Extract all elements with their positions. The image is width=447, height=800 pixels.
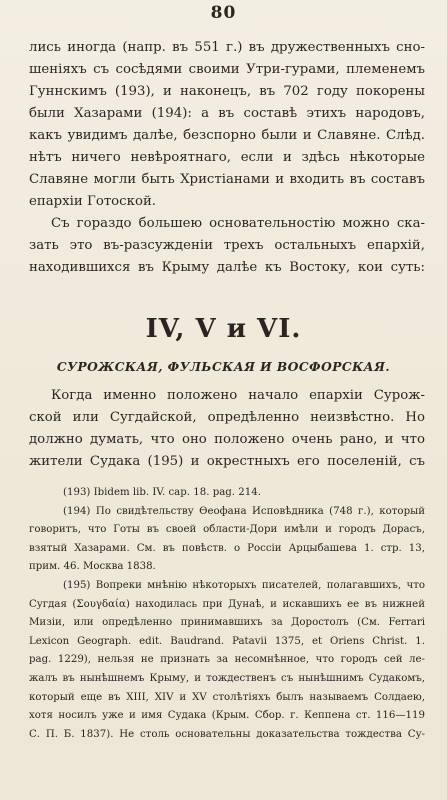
footnotes xyxy=(29,484,425,744)
footnote-line: pag. 1229), нельзя не признать за несомнѣнное, что городъ сей ле- xyxy=(29,654,425,666)
footnote-line: (195) Вопреки мнѣнію нѣкоторыхъ писателей, полагавшихъ, что xyxy=(63,579,425,591)
footnote-line: прим. 46. Москва 1838. xyxy=(29,561,156,573)
section-subtitle: СУРОЖСКАЯ, ФУЛЬСКАЯ И ВОСФОРСКАЯ. xyxy=(56,360,391,374)
text-line: Славяне могли быть Христіанами и входить въ составъ xyxy=(29,172,425,187)
footnote-line: взятый Хазарами. См. въ повѣств. о Россіи Арцыбашева 1. стр. 13, xyxy=(29,542,425,554)
footnote-line: хотя носилъ уже и имя Судака (Крым. Сбор. г. Кеппена ст. 116—119 xyxy=(29,710,425,722)
footnote-line: говоритъ, что Готы въ своей области-Дори имѣли и городъ Дорасъ, xyxy=(29,524,425,536)
text-line: лись иногда (напр. въ 551 г.) въ дружественныхъ сно- xyxy=(29,40,425,55)
text-line: ской или Сугдайской, опредѣленно неизвѣстно. Но xyxy=(29,410,425,425)
text-line: жители Судака (195) и окрестныхъ его поселеній, съ xyxy=(29,454,425,469)
footnote-line: С. П. Б. 1837). Не столь основательны доказательства тождества Су- xyxy=(29,728,425,740)
section-heading: IV, V и VI. xyxy=(145,314,302,344)
footnote-line: Сугдая (Σουγδαία) находилась при Дунаѣ, и искавшихъ ее въ нижней xyxy=(29,598,425,610)
footnote-line: (194) По свидѣтельству Ѳеофана Исповѣдника (748 г.), который xyxy=(63,505,425,517)
text-line: какъ увидимъ далѣе, безспорно были и Славяне. Слѣд. xyxy=(29,128,425,143)
paragraph-1 xyxy=(29,37,425,213)
paragraph-2 xyxy=(29,213,425,279)
text-line: находившихся въ Крыму далѣе къ Востоку, кои суть: xyxy=(29,260,425,275)
paragraph-3 xyxy=(29,385,425,473)
text-line: Съ гораздо большею основательностію можно ска- xyxy=(51,216,425,231)
footnote-line: (193) Ibidem lib. IV. cap. 18. pag. 214. xyxy=(63,487,261,498)
text-line: должно думать, что оно положено очень рано, и что xyxy=(29,432,425,447)
page-number: 80 xyxy=(210,3,237,23)
footnote-line: жалъ въ нынѣшнемъ Крыму, и тождественъ съ нынѣшнимъ Судакомъ, xyxy=(29,672,425,684)
text-line: епархіи Готоской. xyxy=(29,194,157,209)
text-line: зать это въ-разсужденіи трехъ остальныхъ епархій, xyxy=(29,238,425,253)
footnote-line: Lexicon Geograph. edit. Baudrand. Patavii 1375, et Oriens Christ. 1. xyxy=(29,635,425,647)
footnote-line: Мизіи, или опредѣленно принимавшихъ за Доростолъ (См. Ferrari xyxy=(29,617,425,629)
text-line: нѣтъ ничего невѣроятнаго, если и здѣсь нѣкоторые xyxy=(29,150,425,165)
text-line: Гуннскимъ (193), и наконецъ, въ 702 году покорены xyxy=(29,84,425,99)
text-line: шеніяхъ съ сосѣдями своими Утри-гурами, племенемъ xyxy=(29,62,425,77)
footnote-line: который еще въ XIII, XIV и XV столѣтіяхъ былъ называемъ Солдаею, xyxy=(29,691,425,703)
text-line: Когда именно положено начало епархіи Сурож- xyxy=(51,388,425,403)
text-line: были Хазарами (194): а въ составѣ этихъ народовъ, xyxy=(29,106,425,121)
